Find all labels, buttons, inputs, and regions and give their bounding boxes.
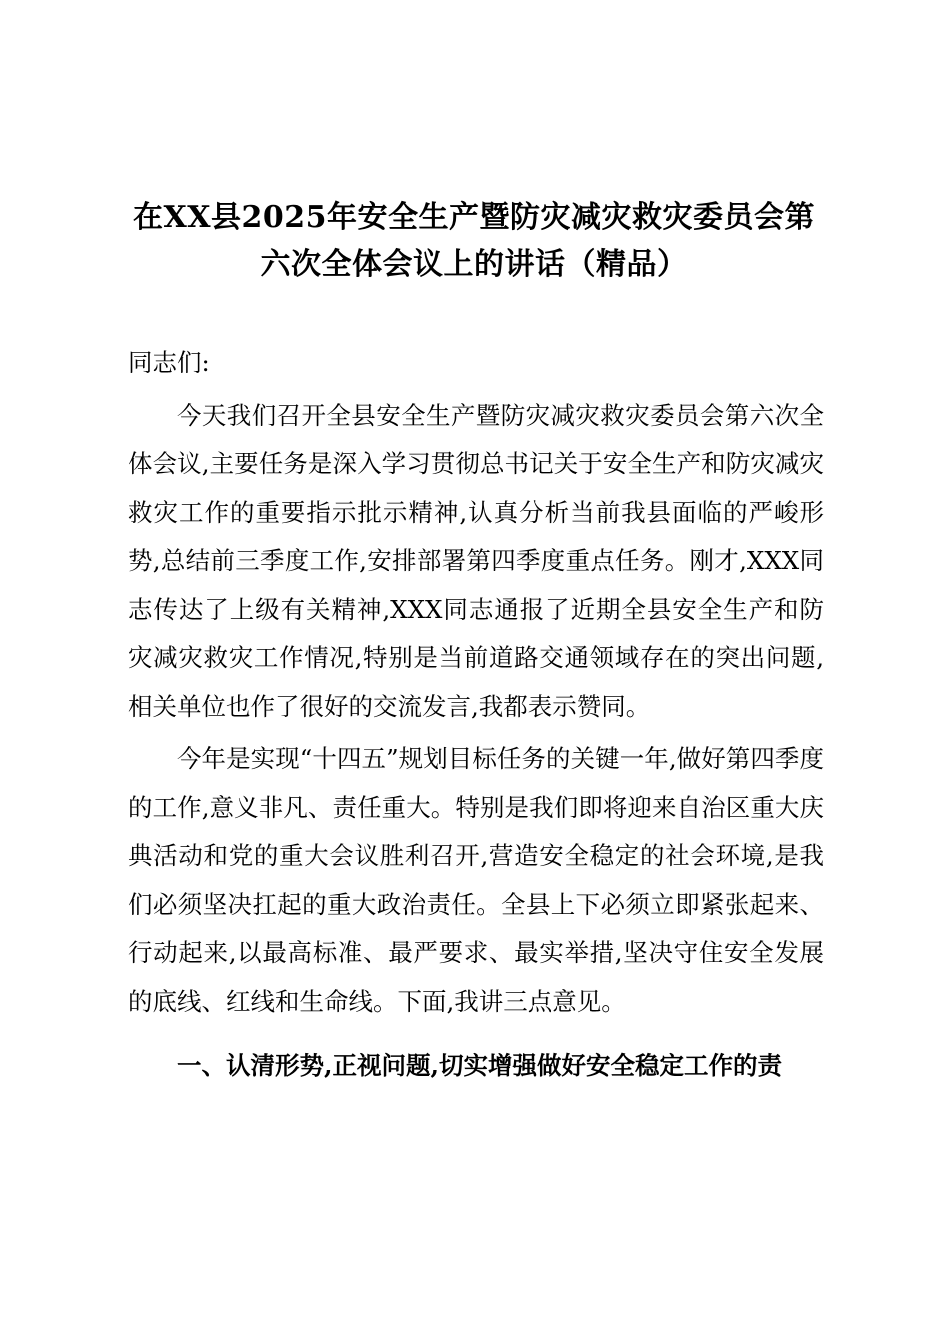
salutation: 同志们: — [128, 348, 210, 377]
section-heading-1: 一、认清形势,正视问题,切实增强做好安全稳定工作的责 — [177, 1051, 783, 1080]
paragraph-2: 今年是实现“十四五”规划目标任务的关键一年,做好第四季度的工作,意义非凡、责任重大。特别是我们即将迎来自治区重大庆典活动和党的重大会议胜利召开,营造安全稳定的社会环境,是我们必须坚决扛起的重大政治责任。全县上下必须立即紧张起来、行动起来,以最高标准、最严要求、最实举措,坚决守住安全发展的底线、红线和生命线。下面,我讲三点意见。 — [128, 744, 824, 1016]
paragraph-1: 今天我们召开全县安全生产暨防灾减灾救灾委员会第六次全体会议,主要任务是深入学习贯彻总书记关于安全生产和防灾减灾救灾工作的重要指示批示精神,认真分析当前我县面临的严峻形势,总结前三季度工作,安排部署第四季度重点任务。刚才,XXX同志传达了上级有关精神,XXX同志通报了近期全县安全生产和防灾减灾救灾工作情况,特别是当前道路交通领域存在的突出问题,相关单位也作了很好的交流发言,我都表示赞同。 — [128, 400, 824, 721]
document-title: 在XX县2025年安全生产暨防灾减灾救灾委员会第六次全体会议上的讲话（精品） — [132, 200, 816, 282]
document-body — [128, 339, 824, 1091]
